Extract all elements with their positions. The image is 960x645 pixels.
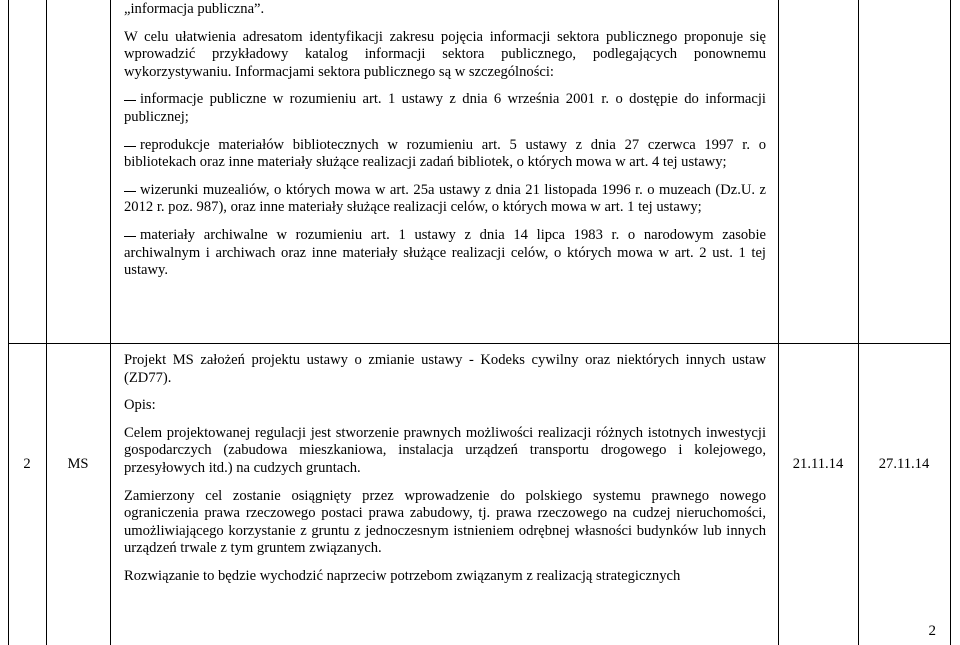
date-received: 21.11.14 [792,456,844,472]
dash-bullet [124,236,136,237]
table-border-left [8,0,9,645]
list-item: wizerunki muzealiów, o których mowa w art. 25a ustawy z dnia 21 listopada 1996 r. o muzeach (Dz.U. z 2012 r. poz. 987), oraz inne materiały służące realizacji celów, o których mowa w art. 1 tej ustawy; [124,181,766,216]
row2-description [124,352,766,586]
dash-bullet [124,100,136,101]
row-separator [8,343,951,344]
list-item: materiały archiwalne w rozumieniu art. 1 ustawy z dnia 14 lipca 1983 r. o narodowym zasobie archiwalnym i archiwach oraz inne materiały służące realizacji celów, o których mowa w art. 2 ust. 1 tej ustawy. [124,226,766,279]
dash-bullet [124,146,136,147]
list-item: reprodukcje materiałów bibliotecznych w rozumieniu art. 5 ustawy z dnia 27 czerwca 1997 r. o bibliotekach oraz inne materiały służące realizacji zadań bibliotek, o których mowa w art. 4 tej ustawy; [124,136,766,171]
description-paragraph-2: Zamierzony cel zostanie osiągnięty przez wprowadzenie do polskiego systemu prawnego nowego ograniczenia prawa rzeczowego postaci prawa zabudowy, tj. prawa rzeczowego na cudzej nieruchomości, umożliwiającego korzystanie z gruntu z jednoczesnym istnieniem odrębnej własności budynków lub innych urządzeń trwale z tym gruntem związanych. [124,487,766,557]
table-border-2 [110,0,111,645]
table-border-3 [778,0,779,645]
row-number: 2 [23,456,31,472]
date-processed: 27.11.14 [878,456,930,472]
intro-paragraph: W celu ułatwienia adresatom identyfikacji zakresu pojęcia informacji sektora publicznego proponuje się wprowadzić przykładowy katalog informacji sektora publicznego, podlegających ponownemu wykorzystywaniu. Informacjami sektora publicznego są w szczególności: [124,28,766,80]
project-title: Projekt MS założeń projektu ustawy o zmianie ustawy - Kodeks cywilny oraz niektórych innych ustaw (ZD77). [124,352,766,386]
row-author: MS [67,456,89,472]
table-border-4 [858,0,859,645]
table-border-right [950,0,951,645]
page-number: 2 [928,623,936,640]
description-paragraph-1: Celem projektowanej regulacji jest stworzenie prawnych możliwości realizacji różnych istotnych inwestycji gospodarczych (zabudowa mieszkaniowa, instalacja urządzeń transportu drogowego i kolejowego, przesyłowych itd.) na cudzych gruntach. [124,424,766,476]
quote-line: „informacja publiczna”. [124,1,265,17]
list-item: informacje publiczne w rozumieniu art. 1 ustawy z dnia 6 września 2001 r. o dostępie do informacji publicznej; [124,91,766,125]
dash-bullet [124,191,136,192]
top-cell-content [124,1,766,280]
table-border-1 [46,0,47,645]
description-paragraph-3: Rozwiązanie to będzie wychodzić naprzeciw potrzebom związanym z realizacją strategicznych [124,567,681,584]
opis-label: Opis: [124,397,156,414]
